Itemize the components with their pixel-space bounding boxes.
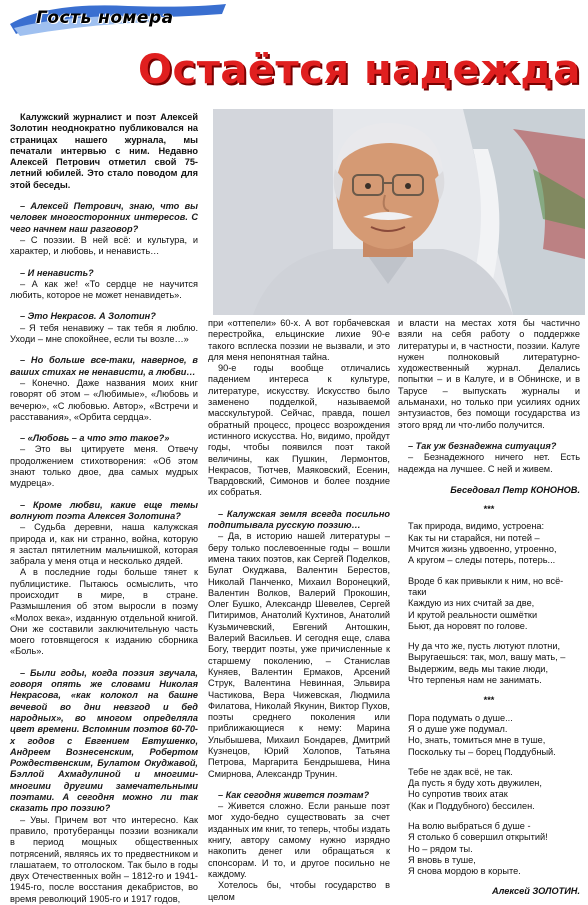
poem-line: Как ты ни старайся, ни потей – [408, 532, 540, 543]
poem-line: Но супротив твоих атак [408, 789, 508, 800]
poem-1 [398, 521, 580, 686]
stanza [408, 521, 580, 566]
answer: – Безнадежного ничего нет. Есть надежда на лучшее. С ней и живем. [398, 452, 580, 474]
poem-line: Я о душе уже подумал. [408, 723, 508, 734]
stanza [408, 713, 580, 758]
paragraph: и власти на местах хотя бы частично взяли на себя работу о поддержке литературы и, в частности, поэзии. Калуге нужен полноковый литературно-художественный журнал. Делались попытки – и в Калуге, и в Обнинске, и в Тарусе – выпускать журналы и альманахи, но только при усилиях одних энтузиастов, без помощи государства из этого вряд ли что-либо получится. [398, 318, 580, 430]
answer: – С поэзии. В ней всё: и культура, и характер, и любовь, и ненависть… [10, 234, 198, 257]
column-1 [10, 112, 198, 905]
poem-line: Но, знать, томиться мне в туше, [408, 735, 546, 746]
stanza [408, 576, 580, 632]
poem-line: Выругаешься: так, мол, вашу мать, – [408, 652, 566, 663]
poem-line: На волю выбраться б душе - [408, 820, 531, 831]
answer-continued: Хотелось бы, чтобы государство в целом [208, 880, 390, 902]
poem-2 [398, 713, 580, 878]
poem-line: А кругом – следы потерь, потерь... [408, 555, 556, 566]
question: – И ненависть? [20, 267, 94, 278]
answer: – Это вы цитируете меня. Отвечу продолжением стихотворения: «Об этом знают только двое, два самых мудрых мудреца». [10, 444, 198, 489]
section-rubric [8, 0, 228, 38]
poem-author: Алексей ЗОЛОТИН. [492, 886, 580, 897]
poem-line: Но – рядом ты. [408, 843, 473, 854]
paragraph: при «оттепели» 60-х. А вот горбачевская перестройка, ельцинские лихие 90-е такого всплеска поэзии не вызвали, и это для меня непонятная тайна. [208, 318, 390, 362]
paragraph: 90-е годы вообще отличались падением интереса к культуре, литературе, искусству. Искусство было заменено подделкой, называемой масскультурой. Сейчас, правда, пошел обратный процесс, процесс возрождения истинного искусства. Но, видимо, пройдут годы, чтобы появился поэт такой величины, как Пушкин, Лермонтов, Некрасов, Тютчев, Маяковский, Есенин, Твардовский, Симонов и более поздние их собратья. [208, 363, 390, 498]
answer: – Конечно. Даже названия моих книг говорят об этом – «Любимые», «Любовь и вечерю», «С любовью. Автор», «Встречи и расставания», «Орбита сердца». [10, 377, 198, 422]
question: – Кроме любви, какие еще темы волнуют поэта Алексея Золотина? [10, 499, 198, 521]
stanza [408, 767, 580, 812]
poem-line: Тебе не здак всё, не так. [408, 766, 513, 777]
poem-line: Бьют, да норовят по голове. [408, 620, 528, 631]
question: – Калужская земля всегда посильно подпитывала русскую поэзию… [208, 508, 390, 531]
answer: – Живется сложно. Если раньше поэт мог худо-бедно существовать за счет изданных им книг, то теперь, чтобы издать книгу, автору самому нужно изрядно накопить денег или обращаться к спонсорам. И то, и другое посильно не каждому. [208, 801, 390, 879]
question: – Алексей Петрович, знаю, что вы человек многосторонних интересов. С чего начнем наш разговор? [10, 201, 198, 234]
question: – Как сегодня живется поэтам? [218, 789, 370, 800]
question: – Это Некрасов. А Золотин? [20, 311, 156, 322]
question: – «Любовь – а что это такое?» [20, 433, 170, 444]
poem-line: (Как и Поддубного) бессилен. [408, 800, 535, 811]
section-divider: *** [483, 695, 495, 706]
poem-line: Пора подумать о душе... [408, 712, 513, 723]
stanza [408, 641, 580, 686]
rubric-label: Гость номера [36, 8, 174, 28]
answer: – Я тебя ненавижу – так тебя я люблю. Уходи – мне спокойнее, если ты возле…» [10, 322, 198, 345]
portrait-photo [213, 109, 585, 315]
poem-line: Выдержим, ведь мы такие люди, [408, 663, 548, 674]
column-2 [208, 318, 390, 903]
answer: – Судьба деревни, наша калужская природа и, как ни странно, война, которую я застал пятилетним мальчишкой, которая забрала у меня отца и несколько дядей. [10, 522, 198, 567]
poem-line: Вроде б как привыкли к ним, но всё-таки [408, 575, 564, 597]
question: – Так уж безнадежна ситуация? [408, 440, 557, 451]
poem-line: Я вновь в туше, [408, 854, 476, 865]
poem-line: Что терпенья нам не занимать. [408, 675, 542, 686]
poem-line: Ну да что же, пусть лютуют плотни, [408, 641, 561, 652]
article-headline: Остаётся надежда [138, 47, 581, 93]
poem-line: Так природа, видимо, устроена: [408, 521, 545, 532]
portrait-illustration [213, 109, 585, 315]
answer-continued: А в последние годы больше тянет к публицистике. Пытаюсь осмыслить, что происходит в мире, в стране. Размышления об этом выросли в поэму «Молох века», изданную отдельной книгой. Они же составили заключительную часть моего готовящегося к изданию сборника «Боль». [10, 567, 198, 657]
poem-line: Да пусть я буду хоть двужилен, [408, 778, 542, 789]
section-divider: *** [483, 504, 495, 515]
poem-line: Я столько б совершил открытий! [408, 832, 548, 843]
answer: – Да, в историю нашей литературы – беру только послевоенные годы – вошли имена таких поэтов, как Сергей Поделков, Булат Окуджава, Валентин Берестов, Николай Панченко, Михаил Воронецкий, Валентин Волков, Валерий Прокошин, Олег Бушко, Александр Шевелев, Сергей Питиримов, Анатолий Кухтинов, Анатолий Кузьмичевский, Евгений Антошкин, Валерий Васильев. И сегодня еще, слава Богу, твердит поэты, уже причисленные к старшему поколению, – Станислав Куняев, Валентин Ермаков, Арсений Струк, Валентина Невинная, Эльвира Частикова, Вера Чижевская, Людмила Филатова, Николай Якунин, Виктор Пухов, поэты среднего поколения или приближающиеся к нему: Марина Улыбышева, Михаил Бондарев, Дмитрий Кузнецов, Юрий Холопов, Татьяна Петрова, Маргарита Бендрышева, Нина Смирнова, Александр Трунин. [208, 531, 390, 779]
poem-line: Поскольку ты – борец Поддубный. [408, 746, 556, 757]
question: – Были годы, когда поэзия звучала, говоря опять же словами Николая Некрасова, «как колокол на башне вечевой во дни невзгод и бед народных», во многом определяла цвет времени. Вспомним поэтов 60-70-х годов с Евгением Евтушенко, Андреем Вознесенским, Робертом Рождественским, Булатом Окуджавой, Бэллой Ахмадулиной и многими-многими другими замечательными поэтами. А сегодня можно ли так сказать про поэзию? [10, 667, 198, 814]
poem-line: Я снова мордою в корыте. [408, 866, 521, 877]
lead-paragraph: Калужский журналист и поэт Алексей Золотин неоднократно публиковался на страницах нашего журнала, мы печатали интервью с ним. Недавно Алексей Петрович отметил свой 75-летний юбилей. Это стало поводом для этой беседы. [10, 112, 198, 190]
poem-line: Мчится жизнь удвоенно, утроенно, [408, 544, 557, 555]
question: – Но больше все-таки, наверное, в ваших стихах не ненависти, а любви… [10, 355, 198, 377]
interviewer-byline: Беседовал Петр КОНОНОВ. [450, 484, 580, 495]
column-3 [398, 318, 580, 898]
answer: – Увы. Причем вот что интересно. Как правило, протуберанцы поэзии возникали в период мощных общественных потрясений, являясь их то предвестником и глашатаем, то отголоском. Так было в годы двух Отечественных войн – 1812-го и 1941-1945-го, после восстания декабристов, во время революций 1905-го и 1917 годов, [10, 814, 198, 904]
answer: – А как же! «То сердце не научится любить, которое не может ненавидеть». [10, 278, 198, 301]
poem-line: Каждую из них считай за две, [408, 598, 535, 609]
stanza [408, 821, 580, 877]
poem-line: И крутой реальности ошмётки [408, 609, 538, 620]
